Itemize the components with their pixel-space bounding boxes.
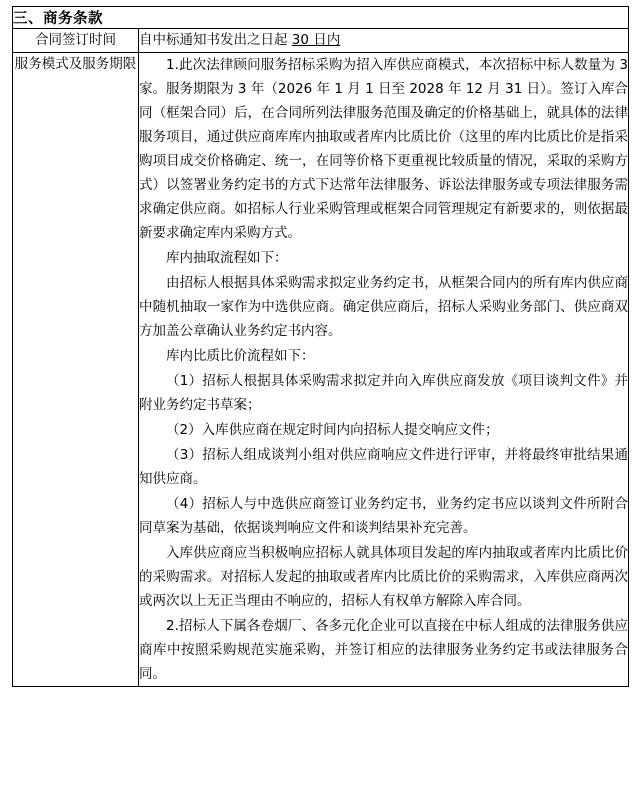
paragraph: 库内比质比价流程如下：: [166, 348, 315, 365]
paragraph: 库内抽取流程如下：: [166, 250, 288, 267]
business-terms-table: [12, 6, 629, 687]
paragraph: （3）招标人组成谈判小组对供应商响应文件进行评审，并将最终审批结果通知供应商。: [139, 447, 628, 488]
paragraph: （2）入库供应商在规定时间内向招标人提交响应文件；: [166, 422, 499, 439]
row-label-service-mode: 服务模式及服务期限: [13, 52, 139, 686]
section-heading: 三、商务条款: [13, 7, 629, 29]
row-value-service-mode: [139, 52, 629, 686]
paragraph: 1.此次法律顾问服务招标采购为招入库供应商模式，本次招标中标人数量为 3 家。服务期限为 3 年（2026 年 1 月 1 日至 2028 年 12 月 31 日）。签订入库合同（框架合同）后，在合同所列法律服务范围及确定的价格基础上，就具体的法律服务项目，通过供应商库库内抽取或者库内比质比价（这里的库内比质比价是指采购项目成交价格确定、统一，在同等价格下更重视比较质量的情况，采取的采购方式）以签署业务约定书的方式下达常年法律服务、诉讼法律服务或专项法律服务需求确定供应商。如招标人行业采购管理或框架合同管理规定有新要求的，则依据最新要求确定库内采购方式。: [139, 56, 628, 242]
document-page: [0, 6, 638, 796]
table-row-service-mode: [13, 52, 629, 686]
paragraph: 由招标人根据具体采购需求拟定业务约定书，从框架合同内的所有库内供应商中随机抽取一家作为中选供应商。确定供应商后，招标人采购业务部门、供应商双方加盖公章确认业务约定书内容。: [139, 275, 628, 340]
paragraph: 2.招标人下属各卷烟厂、各多元化企业可以直接在中标人组成的法律服务供应商库中按照采购规范实施采购，并签订相应的法律服务业务约定书或法律服务合同。: [139, 618, 628, 683]
row-label-contract-sign-time: 合同签订时间: [13, 29, 139, 53]
paragraph: （1）招标人根据具体采购需求拟定并向入库供应商发放《项目谈判文件》并附业务约定书草案；: [139, 373, 628, 414]
table-row-section-heading: [13, 7, 629, 29]
paragraph: 入库供应商应当积极响应招标人就具体项目发起的库内抽取或者库内比质比价的采购需求。对招标人发起的抽取或者库内比质比价的采购需求，入库供应商两次或两次以上无正当理由不响应的，招标人有权单方解除入库合同。: [139, 545, 628, 610]
paragraph: （4）招标人与中选供应商签订业务约定书，业务约定书应以谈判文件所附合同草案为基础，依据谈判响应文件和谈判结果补充完善。: [139, 496, 628, 537]
contract-time-underlined: 30 日内: [291, 32, 341, 48]
table-row-contract-sign-time: [13, 29, 629, 53]
row-value-contract-sign-time: [139, 29, 629, 53]
contract-time-prefix: 自中标通知书发出之日起: [139, 32, 292, 48]
